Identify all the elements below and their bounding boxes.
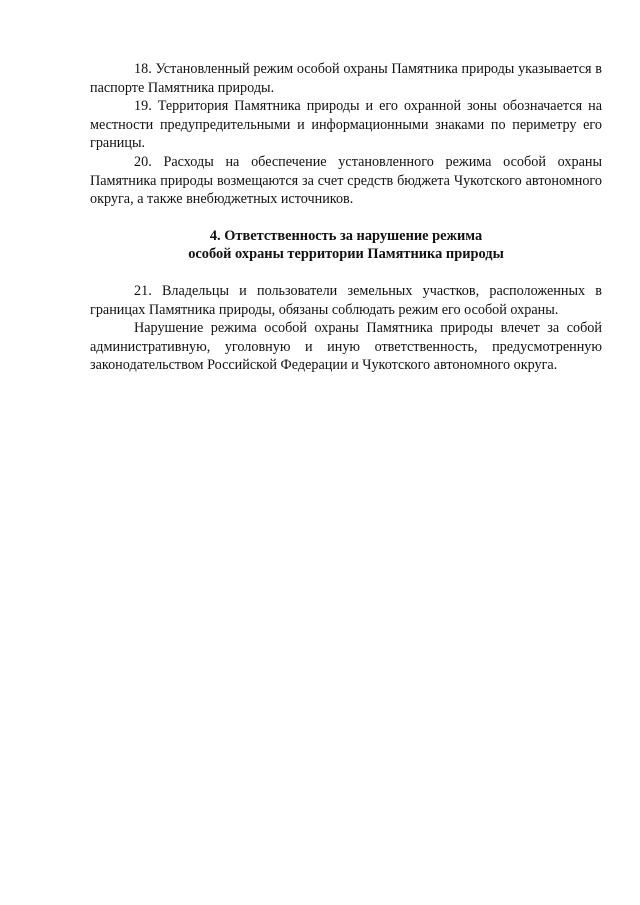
section-heading — [90, 227, 602, 264]
section-heading-line-2: особой охраны территории Памятника природы — [188, 246, 504, 263]
paragraph-19: 19. Территория Памятника природы и его охранной зоны обозначается на местности предупредительными и информационными знаками по периметру его границы. — [90, 98, 602, 152]
paragraph-18: 18. Установленный режим особой охраны Памятника природы указывается в паспорте Памятника природы. — [90, 61, 602, 96]
section-heading-line-1: 4. Ответственность за нарушение режима — [209, 227, 483, 244]
document-page — [90, 60, 602, 375]
paragraph-violation: Нарушение режима особой охраны Памятника природы влечет за собой административную, уголовную и иную ответственность, предусмотренную законодательством Российской Федерации и Чукотского автономного округа. — [90, 320, 602, 374]
paragraph-21: 21. Владельцы и пользователи земельных участков, расположенных в границах Памятника природы, обязаны соблюдать режим его особой охраны. — [90, 282, 602, 318]
paragraph-20: 20. Расходы на обеспечение установленного режима особой охраны Памятника природы возмещаются за счет средств бюджета Чукотского автономного округа, а также внебюджетных источников. — [90, 153, 602, 208]
